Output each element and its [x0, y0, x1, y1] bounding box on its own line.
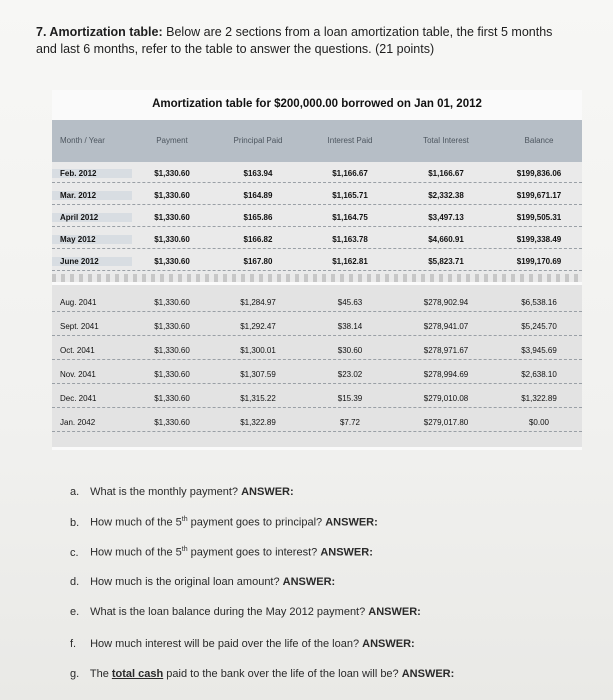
cell-principal-paid: $165.86 — [243, 212, 273, 222]
table-row — [52, 317, 582, 336]
question-text-post: payment goes to interest? — [187, 546, 318, 559]
cell-balance: $199,170.69 — [516, 256, 562, 266]
cell-principal-paid: $167.80 — [243, 256, 273, 266]
cutoff-row — [52, 274, 582, 282]
question-letter: d. — [70, 576, 80, 588]
cell-month-year: April 2012 — [52, 213, 132, 222]
cell-balance: $2,638.10 — [521, 369, 557, 379]
cell-payment: $1,330.60 — [154, 345, 190, 355]
cell-balance: $6,538.16 — [521, 297, 557, 307]
cell-payment: $1,330.60 — [154, 393, 190, 403]
cell-interest-paid: $1,165.71 — [332, 190, 368, 200]
cell-month-year: Oct. 2041 — [60, 345, 95, 355]
cell-total-interest: $2,332.38 — [428, 190, 464, 200]
cell-payment: $1,330.60 — [154, 190, 190, 200]
cell-balance: $199,338.49 — [516, 234, 562, 244]
cell-balance: $199,671.17 — [516, 190, 562, 200]
cell-month-year: Jan. 2042 — [60, 417, 96, 427]
cell-total-interest: $4,660.91 — [428, 234, 464, 244]
table-row — [52, 341, 582, 360]
question-letter: a. — [70, 486, 80, 498]
cell-month-year: June 2012 — [52, 257, 132, 266]
answer-label: ANSWER: — [368, 606, 421, 618]
cell-payment: $1,330.60 — [154, 256, 190, 266]
cell-month-year: May 2012 — [52, 235, 132, 244]
header-interest-paid: Interest Paid — [327, 136, 373, 145]
table-row — [52, 186, 582, 205]
cell-balance: $5,245.70 — [521, 321, 557, 331]
question-text-post: payment goes to principal? — [187, 516, 323, 529]
cell-balance: $3,945.69 — [521, 345, 557, 355]
cell-interest-paid: $1,163.78 — [332, 234, 368, 244]
cell-balance: $0.00 — [528, 417, 550, 427]
header-principal-paid: Principal Paid — [233, 136, 283, 145]
answer-label: ANSWER: — [320, 546, 373, 559]
cell-payment: $1,330.60 — [154, 297, 190, 307]
question-g — [70, 668, 454, 680]
question-f — [70, 638, 415, 650]
cell-total-interest: $279,017.80 — [423, 417, 469, 427]
cell-principal-paid: $1,284.97 — [240, 297, 276, 307]
cell-month-year: Sept. 2041 — [60, 321, 99, 331]
question-letter: e. — [70, 606, 80, 618]
cell-interest-paid: $1,166.67 — [332, 168, 368, 178]
question-letter: f. — [70, 638, 77, 650]
answer-label: ANSWER: — [362, 638, 415, 650]
cell-total-interest: $278,902.94 — [423, 297, 469, 307]
cell-interest-paid: $45.63 — [337, 297, 363, 307]
cell-month-year: Dec. 2041 — [60, 393, 97, 403]
cell-interest-paid: $1,162.81 — [332, 256, 368, 266]
cell-principal-paid: $164.89 — [243, 190, 273, 200]
cell-principal-paid: $1,322.89 — [240, 417, 276, 427]
cell-principal-paid: $166.82 — [243, 234, 273, 244]
cell-interest-paid: $38.14 — [337, 321, 363, 331]
cell-month-year: Nov. 2041 — [60, 369, 96, 379]
cell-principal-paid: $1,315.22 — [240, 393, 276, 403]
question-letter: c. — [70, 546, 79, 559]
cell-total-interest: $278,994.69 — [423, 369, 469, 379]
question-e — [70, 606, 421, 618]
question-text: What is the monthly payment? — [90, 486, 239, 498]
question-text-pre: How much of the 5 — [90, 546, 182, 559]
table-row — [52, 365, 582, 384]
cell-payment: $1,330.60 — [154, 168, 190, 178]
table-row — [52, 252, 582, 271]
ordinal-suffix: th — [181, 546, 188, 553]
question-7-prompt — [36, 24, 576, 58]
question-text: How much interest will be paid over the life of the loan? — [90, 638, 360, 650]
question-text: Below are 2 sections from a loan amortization table, the first 5 months and last 6 months, refer to the table to answer the questions. (21 points) — [36, 25, 553, 56]
question-letter: g. — [70, 668, 80, 680]
cell-interest-paid: $30.60 — [337, 345, 363, 355]
cell-interest-paid: $1,164.75 — [332, 212, 368, 222]
question-b — [70, 516, 378, 529]
cell-balance: $199,836.06 — [516, 168, 562, 178]
cell-month-year: Feb. 2012 — [52, 169, 132, 178]
cell-payment: $1,330.60 — [154, 234, 190, 244]
table-row — [52, 293, 582, 312]
cell-interest-paid: $7.72 — [339, 417, 361, 427]
cell-month-year: Mar. 2012 — [52, 191, 132, 200]
table-section-last-months — [52, 285, 582, 447]
answer-label: ANSWER: — [401, 668, 455, 680]
cell-interest-paid: $23.02 — [337, 369, 363, 379]
cell-total-interest: $3,497.13 — [428, 212, 464, 222]
cell-principal-paid: $163.94 — [243, 168, 273, 178]
answer-label: ANSWER: — [282, 576, 336, 588]
question-d — [70, 576, 335, 588]
table-row — [52, 230, 582, 249]
cell-total-interest: $5,823.71 — [428, 256, 464, 266]
question-text-pre: The — [89, 668, 112, 680]
cell-total-interest: $278,941.07 — [423, 321, 469, 331]
cell-principal-paid: $1,307.59 — [240, 369, 276, 379]
table-row — [52, 389, 582, 408]
table-row — [52, 413, 582, 432]
cell-payment: $1,330.60 — [154, 417, 190, 427]
question-a — [70, 486, 294, 498]
cell-interest-paid: $15.39 — [337, 393, 363, 403]
table-row — [52, 208, 582, 227]
cell-month-year: Aug. 2041 — [60, 297, 97, 307]
table-caption: Amortization table for $200,000.00 borrowed on Jan 01, 2012 — [152, 98, 482, 110]
table-section-first-months — [52, 120, 582, 282]
cell-total-interest: $279,010.08 — [423, 393, 469, 403]
ordinal-suffix: th — [181, 516, 188, 523]
question-text-post: paid to the bank over the life of the loan will be? — [163, 668, 399, 680]
header-payment: Payment — [156, 136, 188, 145]
cell-payment: $1,330.60 — [154, 369, 190, 379]
question-c — [70, 546, 373, 559]
cell-principal-paid: $1,300.01 — [240, 345, 276, 355]
question-text-pre: How much of the 5 — [90, 516, 182, 529]
cell-principal-paid: $1,292.47 — [240, 321, 276, 331]
cell-total-interest: $1,166.67 — [428, 168, 464, 178]
table-row — [52, 164, 582, 183]
cell-balance: $1,322.89 — [521, 393, 557, 403]
question-text: How much is the original loan amount? — [90, 576, 280, 588]
header-total-interest: Total Interest — [423, 136, 469, 145]
header-balance: Balance — [524, 136, 554, 145]
question-letter: b. — [70, 516, 80, 529]
answer-label: ANSWER: — [325, 516, 378, 529]
question-text: What is the loan balance during the May 2012 payment? — [90, 606, 366, 618]
cell-total-interest: $278,971.67 — [423, 345, 469, 355]
answer-label: ANSWER: — [241, 486, 294, 498]
question-number-title: 7. Amortization table: — [36, 25, 163, 39]
underlined-phrase: total cash — [111, 668, 164, 680]
cell-payment: $1,330.60 — [154, 212, 190, 222]
amortization-table-photo — [52, 90, 582, 450]
table-header-row — [52, 120, 582, 162]
header-month-year: Month / Year — [60, 136, 105, 145]
cell-payment: $1,330.60 — [154, 321, 190, 331]
cell-balance: $199,505.31 — [516, 212, 562, 222]
